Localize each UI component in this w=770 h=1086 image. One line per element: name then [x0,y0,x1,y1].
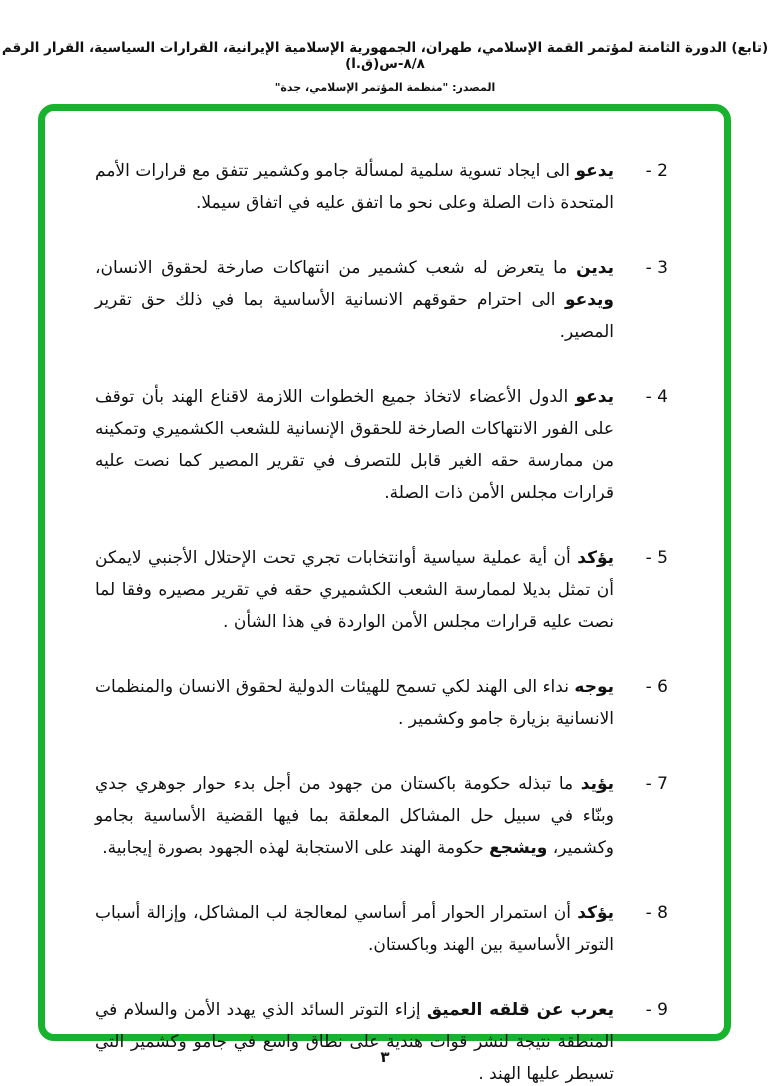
page-number: ٣ [380,1048,390,1066]
item-text-run: الى احترام حقوقهم الانسانية الأساسية بما في ذلك حق تقرير المصير. [95,290,614,342]
resolution-item [95,381,668,509]
content-border [38,104,731,1084]
item-operative-verb: يؤكد [577,903,614,923]
item-operative-verb: يعرب عن قلقه العميق [426,1000,614,1020]
item-text-run: أن أية عملية سياسية أوانتخابات تجري تحت الإحتلال الأجنبي لايمكن أن تمثل بديلا لممارسة الشعب الكشميري حقه في تقرير مصيره وفقا لما نصت عليه قرارات مجلس الأمن الواردة في هذا الشأن . [95,548,614,632]
resolution-item [95,252,668,348]
item-text-run: حكومة الهند على الاستجابة لهذه الجهود بصورة إيجابية. [102,838,490,858]
item-number: 7 - [645,774,668,794]
item-text [95,903,614,955]
item-number: 2 - [645,161,668,181]
item-text [95,548,614,632]
item-operative-verb: يوجه [574,677,614,697]
item-operative-verb: يؤكد [577,548,614,568]
item-number: 3 - [645,258,668,278]
resolution-item [95,897,668,961]
item-text [95,258,614,342]
item-text [95,387,614,503]
item-operative-verb: يدعو [575,387,614,407]
item-number: 4 - [645,387,668,407]
document-header [0,0,770,94]
item-operative-verb: ويشجع [489,838,548,858]
resolution-item [95,994,668,1086]
resolution-item [95,542,668,638]
resolution-item [95,155,668,219]
item-text-run: الدول الأعضاء لاتخاذ جميع الخطوات اللازمة لاقناع الهند بأن توقف على الفور الانتهاكات الصارخة للحقوق الإنسانية للشعب الكشميري وتمكينه من ممارسة حقه الغير قابل للتصرف في تقرير المصير كما نصت عليه قرارات مجلس الأمن ذات الصلة. [95,387,614,503]
item-operative-verb: يؤيد [580,774,614,794]
item-text-run: أن استمرار الحوار أمر أساسي لمعالجة لب المشاكل، وإزالة أسباب التوتر الأساسية بين الهند وباكستان. [95,903,614,955]
item-text-run: إزاء التوتر السائد الذي يهدد الأمن والسلام في المنطقة نتيجة لنشر قوات هندية على نطاق واسع في جامو وكشمير التي تسيطر عليها الهند . [95,1000,614,1084]
item-operative-verb: يدين [576,258,614,278]
item-operative-verb: ويدعو [564,290,614,310]
item-number: 8 - [645,903,668,923]
resolution-item [95,671,668,735]
header-title-line: (تابع) الدورة الثامنة لمؤتمر القمة الإسلامي، طهران، الجمهورية الإسلامية الإيرانية، القرارات السياسية، القرار الرقم ٨/٨-س(ق.ا) [1,40,769,72]
item-text-run: ما تبذله حكومة باكستان من جهود من أجل بدء حوار جوهري جدي وبنّاء في سبيل حل المشاكل المعلقة بما فيها القضية الأساسية بجامو وكشمير، [95,774,614,858]
item-text [95,161,614,213]
item-text-run: الى ايجاد تسوية سلمية لمسألة جامو وكشمير تتفق مع قرارات الأمم المتحدة ذات الصلة وعلى نحو ما اتفق عليه في اتفاق سيملا. [95,161,614,213]
item-number: 5 - [645,548,668,568]
item-number: 6 - [645,677,668,697]
item-number: 9 - [645,1000,668,1020]
item-text [95,677,614,729]
header-source-line: المصدر: "منظمة المؤتمر الإسلامي، جدة" [274,81,496,94]
resolution-item [95,768,668,864]
item-text [95,774,614,858]
item-text-run: ما يتعرض له شعب كشمير من انتهاكات صارخة لحقوق الانسان، [95,258,577,278]
item-text-run: نداء الى الهند لكي تسمح للهيئات الدولية لحقوق الانسان والمنظمات الانسانية بزيارة جامو وكشمير . [95,677,614,729]
resolution-list [95,155,668,1086]
item-text [95,1000,614,1084]
item-operative-verb: يدعو [575,161,614,181]
